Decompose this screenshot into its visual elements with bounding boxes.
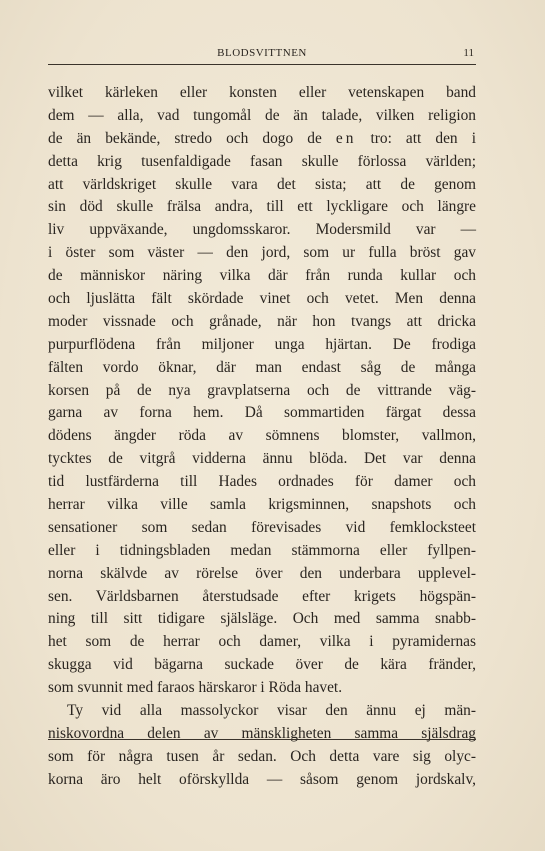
text-line: dödens ängder röda av sömnens blomster, vallmon, bbox=[48, 427, 476, 445]
text-line: och ljuslätta fält skördade vinet och vetet. Men denna bbox=[48, 290, 476, 308]
text-line: vilket kärleken eller konsten eller vetenskapen band bbox=[48, 84, 476, 101]
text-line: het som de herrar och damer, vilka i pyramidernas bbox=[48, 633, 476, 651]
text-line: dem — alla, vad tungomål de än talade, vilken religion bbox=[48, 106, 476, 124]
text-line: purpurflödena från miljoner unga hjärtan. De frodiga bbox=[48, 335, 476, 353]
paragraph-end-line: som svunnit med faraos härskaror i Röda havet. bbox=[48, 679, 343, 697]
text-line: korna äro helt oförskyllda — såsom genom jordskalv, bbox=[48, 770, 476, 788]
text-line: norna skälvde av rörelse över den underbara upplevel- bbox=[48, 564, 476, 582]
text-line: sensationer som sedan förevisades vid femklocksteet bbox=[48, 518, 476, 536]
text-line: fälten vordo öknar, där man endast såg de många bbox=[48, 358, 476, 376]
running-title: BLODSVITTNEN bbox=[217, 47, 307, 59]
text-line: skugga vid bägarna suckade över de kära fränder, bbox=[48, 656, 476, 674]
text-line: detta krig tusenfaldigade fasan skulle förlossa världen; bbox=[48, 152, 476, 170]
text-line: att världskriget skulle vara det sista; att de genom bbox=[48, 175, 476, 193]
text-line: de människor näring vilka där från runda kullar och bbox=[48, 267, 476, 285]
body-text bbox=[48, 82, 476, 792]
bottom-rule bbox=[48, 739, 476, 740]
text-line: korsen på de nya gravplatserna och de vittrande väg- bbox=[48, 381, 476, 399]
page-header bbox=[48, 40, 476, 65]
text-line: som för några tusen år sedan. Och detta vare sig olyc- bbox=[48, 747, 476, 765]
text-line: tycktes de vitgrå vidderna ännu blöda. Det var denna bbox=[48, 450, 476, 468]
page-number: 11 bbox=[463, 47, 474, 59]
emphasized-word: en bbox=[335, 129, 357, 147]
text-line: sen. Världsbarnen återstudsade efter krigets högspän- bbox=[48, 587, 476, 605]
text-line: i öster som väster — den jord, som ur fulla bröst gav bbox=[48, 244, 476, 262]
text-line: herrar vilka ville samla krigsminnen, snapshots och bbox=[48, 496, 476, 514]
text-line bbox=[48, 128, 476, 151]
text-line: moder vissnade och grånade, när hon tvangs att dricka bbox=[48, 312, 476, 330]
text-line: tid lustfärderna till Hades ordnades för damer och bbox=[48, 473, 476, 491]
text-line: liv uppväxande, ungdomsskaror. Modersmild var — bbox=[48, 221, 476, 239]
paragraph-start-line: Ty vid alla massolyckor visar den ännu ej män- bbox=[67, 702, 476, 720]
text-line: sin död skulle frälsa andra, till ett lyckligare och längre bbox=[48, 198, 476, 216]
text-line: garna av forna hem. Då sommartiden färgat dessa bbox=[48, 404, 476, 422]
text-line: ning till sitt tidigare själsläge. Och med samma snabb- bbox=[48, 610, 476, 628]
text-line: eller i tidningsbladen medan stämmorna eller fyllpen- bbox=[48, 541, 476, 559]
text-run: de än bekände, stredo och dogo de bbox=[48, 129, 336, 147]
text-run: tro: att den i bbox=[356, 129, 476, 147]
text-line: niskovordna delen av mänskligheten samma själsdrag bbox=[48, 724, 476, 742]
